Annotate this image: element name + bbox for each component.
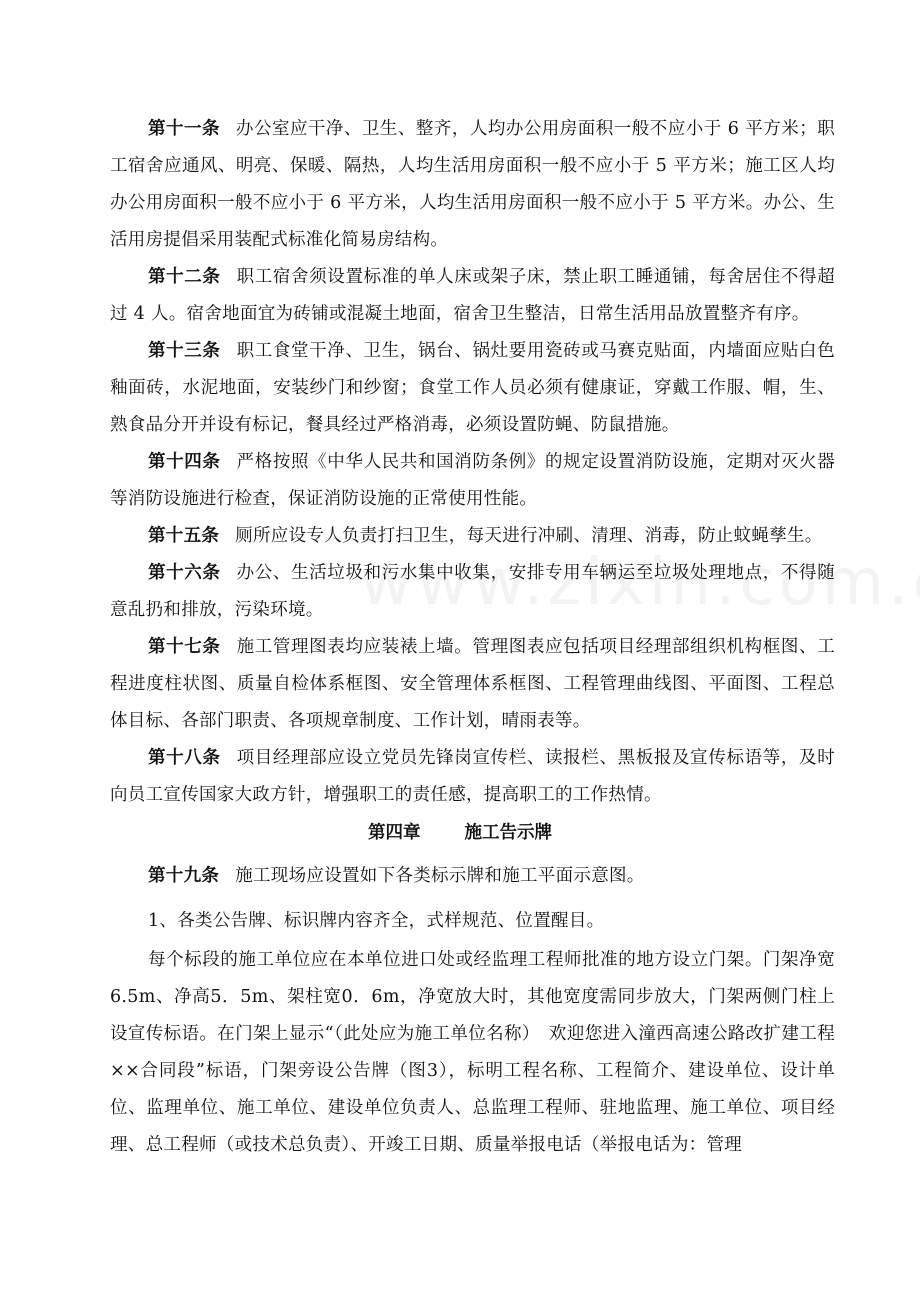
article-text: 施工现场应设置如下各类标示牌和施工平面示意图。 [235, 866, 645, 886]
article-text: 职工食堂干净、卫生，锅台、锅灶要用瓷砖或马赛克贴面，内墙面应贴白色釉面砖，水泥地面，安装纱门和纱窗；食堂工作人员必须有健康证，穿戴工作服、帽，生、熟食品分开并设有标记，餐具经过严格消毒，必须设置防蝇、防鼠措施。 [110, 341, 835, 435]
article-12 [110, 259, 835, 333]
article-17 [110, 629, 835, 740]
article-text: 施工管理图表均应装裱上墙。管理图表应包括项目经理部组织机构框图、工程进度柱状图、质量自检体系框图、安全管理体系框图、工程管理曲线图、平面图、工程总体目标、各部门职责、各项规章制度、工作计划，晴雨表等。 [110, 637, 835, 731]
article-label: 第十三条 [148, 341, 221, 361]
article-label: 第十二条 [148, 267, 221, 287]
article-13 [110, 333, 835, 444]
article-19 [110, 858, 835, 895]
article-text: 办公室应干净、卫生、整齐，人均办公用房面积一般不应小于 6 平方米；职工宿舍应通风、明亮、保暖、隔热，人均生活用房面积一般不应小于 5 平方米；施工区人均办公用房面积一般不应小于 6 平方米，人均生活用房面积一般不应小于 5 平方米。办公、生活用房提倡采用装配式标准化简易房结构。 [110, 119, 835, 250]
article-text: 项目经理部应设立党员先锋岗宣传栏、读报栏、黑板报及宣传标语等，及时向员工宣传国家大政方针，增强职工的责任感，提高职工的工作热情。 [110, 748, 835, 805]
article-text: 办公、生活垃圾和污水集中收集，安排专用车辆运至垃圾处理地点，不得随意乱扔和排放，污染环境。 [110, 563, 835, 620]
article-label: 第十五条 [148, 526, 220, 546]
article-label: 第十四条 [148, 452, 221, 472]
article-15 [110, 518, 835, 555]
article-14 [110, 444, 835, 518]
chapter-heading [0, 815, 920, 852]
article-16 [110, 555, 835, 629]
chapter-title: 施工告示牌 [464, 823, 552, 843]
article-11 [110, 111, 835, 259]
article-label: 第十七条 [148, 637, 221, 657]
chapter-number: 第四章 [368, 823, 421, 843]
article-text: 职工宿舍须设置标准的单人床或架子床，禁止职工睡通铺，每舍居住不得超过 4 人。宿舍地面宜为砖铺或混凝土地面，宿舍卫生整洁，日常生活用品放置整齐有序。 [110, 267, 835, 324]
article-text: 厕所应设专人负责打扫卫生，每天进行冲刷、清理、消毒，防止蚊蝇孳生。 [235, 526, 823, 546]
article-text: 严格按照《中华人民共和国消防条例》的规定设置消防设施，定期对灭火器等消防设施进行检查，保证消防设施的正常使用性能。 [110, 452, 835, 509]
item-1: 1、各类公告牌、标识牌内容齐全，式样规范、位置醒目。 [148, 911, 605, 931]
article-label: 第十八条 [148, 748, 221, 768]
article-label: 第十九条 [148, 866, 220, 886]
gate-paragraph: 每个标段的施工单位应在本单位进口处或经监理工程师批准的地方设立门架。门架净宽6.5m、净高5．5m、架柱宽0．6m，净宽放大时，其他宽度需同步放大，门架两侧门柱上设宣传标语。在门架上显示“（此处应为施工单位名称） 欢迎您进入潼西高速公路改扩建工程××合同段”标语，门架旁设公告牌（图3），标明工程名称、工程简介、建设单位、设计单位、监理单位、施工单位、建设单位负责人、总监理工程师、驻地监理、施工单位、项目经理、总工程师（或技术总负责）、开竣工日期、质量举报电话（举报电话为：管理 [110, 950, 835, 1155]
article-18 [110, 740, 835, 814]
article-label: 第十一条 [148, 119, 220, 139]
article-label: 第十六条 [148, 563, 221, 583]
